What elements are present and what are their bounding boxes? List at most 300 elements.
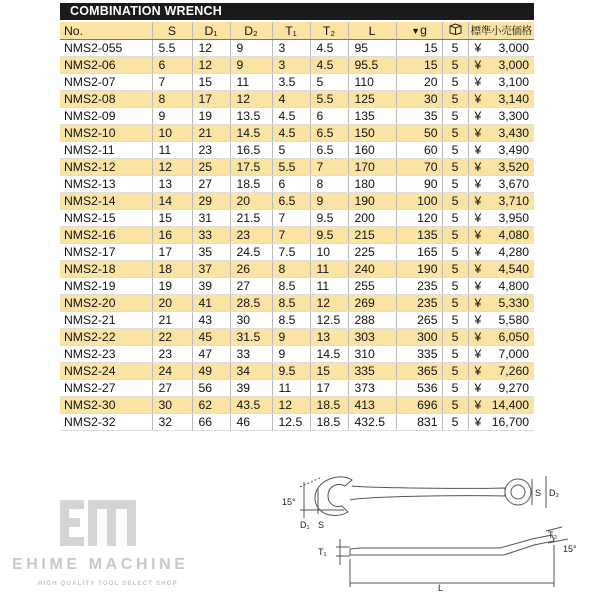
cell-price (468, 210, 534, 227)
cell-price (468, 329, 534, 346)
wrench-shank (350, 486, 505, 500)
table-row (60, 142, 534, 159)
diagram-d1-label: D₁ (300, 520, 310, 530)
cell-pack: 5 (442, 176, 468, 193)
table-title: COMBINATION WRENCH (60, 3, 534, 20)
table-row (60, 108, 534, 125)
yen-sign: ¥ (474, 58, 482, 72)
cell-price (468, 142, 534, 159)
cell-g: 696 (396, 397, 442, 414)
price-amount: 3,140 (498, 92, 529, 106)
cell-l: 180 (348, 176, 396, 193)
cell-t2: 4.5 (310, 57, 348, 74)
side-profile (350, 535, 554, 555)
price-amount: 4,280 (498, 245, 529, 259)
wrench-side-view-diagram (300, 525, 590, 600)
cell-no: NMS2-10 (60, 125, 152, 142)
cell-l: 160 (348, 142, 396, 159)
cell-d1: 39 (192, 278, 230, 295)
cell-g: 831 (396, 414, 442, 431)
yen-sign: ¥ (474, 126, 482, 140)
cell-s: 8 (152, 91, 192, 108)
cell-pack: 5 (442, 40, 468, 57)
cell-d2: 26 (230, 261, 272, 278)
cell-pack: 5 (442, 346, 468, 363)
cell-t2: 10 (310, 244, 348, 261)
yen-sign: ¥ (474, 41, 482, 55)
cell-s: 19 (152, 278, 192, 295)
yen-sign: ¥ (474, 279, 482, 293)
cell-no: NMS2-15 (60, 210, 152, 227)
table-row (60, 397, 534, 414)
cell-t1: 8.5 (272, 295, 310, 312)
diagram-angle-side-label: 15° (563, 544, 577, 554)
cell-no: NMS2-055 (60, 40, 152, 57)
cell-pack: 5 (442, 227, 468, 244)
header-d1: D₁ (192, 22, 230, 40)
cell-d1: 33 (192, 227, 230, 244)
cell-l: 225 (348, 244, 396, 261)
cell-d1: 12 (192, 57, 230, 74)
header-price: 標準小売価格 (468, 22, 534, 40)
cell-d2: 28.5 (230, 295, 272, 312)
cell-s: 20 (152, 295, 192, 312)
diagram-t1-label: T₁ (318, 547, 327, 557)
cell-g: 235 (396, 278, 442, 295)
cell-no: NMS2-16 (60, 227, 152, 244)
cell-t1: 4 (272, 91, 310, 108)
cell-d1: 12 (192, 40, 230, 57)
cell-d1: 43 (192, 312, 230, 329)
table-row (60, 57, 534, 74)
cell-l: 190 (348, 193, 396, 210)
cell-g: 536 (396, 380, 442, 397)
cell-s: 27 (152, 380, 192, 397)
cell-price (468, 159, 534, 176)
cell-d1: 25 (192, 159, 230, 176)
price-amount: 3,100 (498, 75, 529, 89)
cell-pack: 5 (442, 278, 468, 295)
cell-d1: 49 (192, 363, 230, 380)
cell-no: NMS2-23 (60, 346, 152, 363)
yen-sign: ¥ (474, 228, 482, 242)
wrench-top-view-diagram (270, 462, 570, 532)
cell-t2: 6.5 (310, 142, 348, 159)
cell-d2: 46 (230, 414, 272, 431)
cell-price (468, 125, 534, 142)
header-t2: T₂ (310, 22, 348, 40)
cell-t1: 6 (272, 176, 310, 193)
cell-d1: 31 (192, 210, 230, 227)
cell-d2: 13.5 (230, 108, 272, 125)
brand-tagline: HIGH QUALITY TOOL SELECT SHOP (38, 581, 178, 587)
header-package (442, 22, 468, 40)
cell-g: 15 (396, 40, 442, 57)
cell-d2: 9 (230, 57, 272, 74)
cell-t1: 3.5 (272, 74, 310, 91)
ring-end-outer (505, 479, 531, 505)
header-s: S (152, 22, 192, 40)
price-amount: 4,540 (498, 262, 529, 276)
table-row (60, 414, 534, 431)
table-row (60, 278, 534, 295)
table-row (60, 193, 534, 210)
table-row (60, 176, 534, 193)
yen-sign: ¥ (474, 211, 482, 225)
cell-no: NMS2-24 (60, 363, 152, 380)
cell-pack: 5 (442, 363, 468, 380)
cell-d2: 27 (230, 278, 272, 295)
cell-d1: 29 (192, 193, 230, 210)
cell-price (468, 40, 534, 57)
cell-pack: 5 (442, 159, 468, 176)
cell-pack: 5 (442, 57, 468, 74)
cell-t1: 7.5 (272, 244, 310, 261)
table-header-row (60, 22, 534, 40)
cell-d1: 19 (192, 108, 230, 125)
cell-t1: 12 (272, 397, 310, 414)
table-row (60, 227, 534, 244)
cell-price (468, 261, 534, 278)
cell-no: NMS2-30 (60, 397, 152, 414)
price-amount: 3,000 (498, 58, 529, 72)
cell-g: 190 (396, 261, 442, 278)
diagram-l-label: L (438, 583, 444, 593)
cell-pack: 5 (442, 414, 468, 431)
package-icon (449, 23, 462, 35)
cell-g: 30 (396, 91, 442, 108)
cell-t1: 12.5 (272, 414, 310, 431)
cell-s: 11 (152, 142, 192, 159)
cell-s: 9 (152, 108, 192, 125)
cell-d1: 35 (192, 244, 230, 261)
price-amount: 9,270 (498, 381, 529, 395)
cell-pack: 5 (442, 210, 468, 227)
yen-sign: ¥ (474, 364, 482, 378)
cell-g: 15 (396, 57, 442, 74)
cell-s: 30 (152, 397, 192, 414)
cell-t2: 11 (310, 261, 348, 278)
cell-no: NMS2-27 (60, 380, 152, 397)
cell-pack: 5 (442, 312, 468, 329)
price-amount: 3,300 (498, 109, 529, 123)
cell-d2: 31.5 (230, 329, 272, 346)
yen-sign: ¥ (474, 330, 482, 344)
cell-s: 32 (152, 414, 192, 431)
cell-s: 18 (152, 261, 192, 278)
cell-d2: 17.5 (230, 159, 272, 176)
cell-l: 288 (348, 312, 396, 329)
cell-no: NMS2-18 (60, 261, 152, 278)
table-row (60, 346, 534, 363)
cell-no: NMS2-11 (60, 142, 152, 159)
cell-s: 15 (152, 210, 192, 227)
cell-s: 17 (152, 244, 192, 261)
cell-no: NMS2-20 (60, 295, 152, 312)
cell-s: 12 (152, 159, 192, 176)
cell-no: NMS2-06 (60, 57, 152, 74)
cell-l: 240 (348, 261, 396, 278)
cell-t2: 7 (310, 159, 348, 176)
cell-s: 6 (152, 57, 192, 74)
yen-sign: ¥ (474, 109, 482, 123)
cell-pack: 5 (442, 142, 468, 159)
cell-l: 255 (348, 278, 396, 295)
cell-t1: 9 (272, 329, 310, 346)
cell-d2: 11 (230, 74, 272, 91)
cell-d2: 33 (230, 346, 272, 363)
cell-g: 235 (396, 295, 442, 312)
price-amount: 4,080 (498, 228, 529, 242)
cell-pack: 5 (442, 74, 468, 91)
price-amount: 3,670 (498, 177, 529, 191)
yen-sign: ¥ (474, 262, 482, 276)
cell-s: 14 (152, 193, 192, 210)
cell-g: 50 (396, 125, 442, 142)
price-amount: 16,700 (491, 415, 529, 429)
cell-pack: 5 (442, 244, 468, 261)
cell-t1: 7 (272, 210, 310, 227)
cell-t1: 7 (272, 227, 310, 244)
cell-d1: 41 (192, 295, 230, 312)
cell-t2: 14.5 (310, 346, 348, 363)
cell-d1: 27 (192, 176, 230, 193)
cell-d1: 15 (192, 74, 230, 91)
cell-no: NMS2-08 (60, 91, 152, 108)
price-amount: 6,050 (498, 330, 529, 344)
cell-l: 432.5 (348, 414, 396, 431)
cell-price (468, 74, 534, 91)
cell-l: 135 (348, 108, 396, 125)
cell-price (468, 176, 534, 193)
price-amount: 5,580 (498, 313, 529, 327)
cell-t1: 9.5 (272, 363, 310, 380)
yen-sign: ¥ (474, 296, 482, 310)
cell-t2: 13 (310, 329, 348, 346)
cell-pack: 5 (442, 108, 468, 125)
cell-d1: 62 (192, 397, 230, 414)
cell-l: 373 (348, 380, 396, 397)
cell-no: NMS2-32 (60, 414, 152, 431)
cell-s: 5.5 (152, 40, 192, 57)
price-amount: 3,520 (498, 160, 529, 174)
cell-d1: 21 (192, 125, 230, 142)
cell-t1: 6.5 (272, 193, 310, 210)
cell-l: 413 (348, 397, 396, 414)
cell-t1: 4.5 (272, 125, 310, 142)
cell-t1: 4.5 (272, 108, 310, 125)
cell-g: 100 (396, 193, 442, 210)
cell-d2: 9 (230, 40, 272, 57)
cell-t2: 12.5 (310, 312, 348, 329)
cell-t2: 9.5 (310, 227, 348, 244)
diagram-s-label-right: S (535, 488, 542, 498)
cell-no: NMS2-21 (60, 312, 152, 329)
cell-t2: 8 (310, 176, 348, 193)
diagram-d2-label: D₂ (549, 488, 559, 498)
cell-g: 335 (396, 346, 442, 363)
table-row (60, 91, 534, 108)
cell-pack: 5 (442, 295, 468, 312)
cell-s: 22 (152, 329, 192, 346)
cell-l: 95 (348, 40, 396, 57)
cell-pack: 5 (442, 329, 468, 346)
cell-g: 300 (396, 329, 442, 346)
cell-price (468, 346, 534, 363)
cell-d2: 20 (230, 193, 272, 210)
cell-t1: 9 (272, 346, 310, 363)
cell-price (468, 244, 534, 261)
cell-l: 170 (348, 159, 396, 176)
cell-no: NMS2-22 (60, 329, 152, 346)
price-amount: 7,000 (498, 347, 529, 361)
yen-sign: ¥ (474, 177, 482, 191)
cell-price (468, 380, 534, 397)
cell-t2: 9 (310, 193, 348, 210)
header-t1: T₁ (272, 22, 310, 40)
cell-price (468, 363, 534, 380)
cell-d1: 37 (192, 261, 230, 278)
cell-pack: 5 (442, 261, 468, 278)
header-weight-label: g (420, 23, 427, 37)
price-amount: 3,950 (498, 211, 529, 225)
cell-d2: 16.5 (230, 142, 272, 159)
cell-no: NMS2-12 (60, 159, 152, 176)
cell-price (468, 278, 534, 295)
table-row (60, 74, 534, 91)
cell-no: NMS2-13 (60, 176, 152, 193)
yen-sign: ¥ (474, 398, 482, 412)
cell-d1: 56 (192, 380, 230, 397)
cell-l: 310 (348, 346, 396, 363)
cell-g: 70 (396, 159, 442, 176)
brand-logo (58, 498, 138, 548)
cell-d2: 43.5 (230, 397, 272, 414)
yen-sign: ¥ (474, 143, 482, 157)
table-row (60, 159, 534, 176)
yen-sign: ¥ (474, 415, 482, 429)
cell-t1: 5 (272, 142, 310, 159)
cell-t1: 5.5 (272, 159, 310, 176)
cell-price (468, 414, 534, 431)
price-amount: 14,400 (491, 398, 529, 412)
yen-sign: ¥ (474, 381, 482, 395)
cell-s: 21 (152, 312, 192, 329)
spec-table (60, 22, 534, 431)
price-amount: 3,490 (498, 143, 529, 157)
table-row (60, 40, 534, 57)
yen-sign: ¥ (474, 347, 482, 361)
cell-t1: 11 (272, 380, 310, 397)
cell-pack: 5 (442, 193, 468, 210)
cell-no: NMS2-07 (60, 74, 152, 91)
cell-l: 95.5 (348, 57, 396, 74)
cell-d2: 24.5 (230, 244, 272, 261)
cell-t2: 12 (310, 295, 348, 312)
cell-d2: 18.5 (230, 176, 272, 193)
cell-d2: 39 (230, 380, 272, 397)
cell-g: 365 (396, 363, 442, 380)
table-row (60, 261, 534, 278)
cell-price (468, 397, 534, 414)
cell-g: 265 (396, 312, 442, 329)
ring-end-inner (511, 485, 525, 499)
cell-s: 24 (152, 363, 192, 380)
cell-t2: 6.5 (310, 125, 348, 142)
cell-d2: 14.5 (230, 125, 272, 142)
cell-g: 120 (396, 210, 442, 227)
cell-no: NMS2-14 (60, 193, 152, 210)
cell-g: 165 (396, 244, 442, 261)
yen-sign: ¥ (474, 75, 482, 89)
cell-pack: 5 (442, 380, 468, 397)
yen-sign: ¥ (474, 245, 482, 259)
cell-t1: 3 (272, 40, 310, 57)
cell-price (468, 295, 534, 312)
cell-l: 335 (348, 363, 396, 380)
cell-l: 110 (348, 74, 396, 91)
cell-t2: 17 (310, 380, 348, 397)
price-amount: 3,710 (498, 194, 529, 208)
cell-no: NMS2-17 (60, 244, 152, 261)
table-row (60, 380, 534, 397)
price-amount: 3,000 (498, 41, 529, 55)
cell-price (468, 91, 534, 108)
cell-l: 150 (348, 125, 396, 142)
table-row (60, 210, 534, 227)
cell-t1: 8 (272, 261, 310, 278)
table-row (60, 312, 534, 329)
cell-d1: 17 (192, 91, 230, 108)
cell-pack: 5 (442, 91, 468, 108)
cell-price (468, 108, 534, 125)
table-row (60, 244, 534, 261)
header-no: No. (60, 22, 152, 40)
cell-d2: 12 (230, 91, 272, 108)
cell-t2: 18.5 (310, 397, 348, 414)
cell-t2: 15 (310, 363, 348, 380)
cell-price (468, 227, 534, 244)
cell-t2: 11 (310, 278, 348, 295)
cell-l: 269 (348, 295, 396, 312)
diagram-angle-top-label: 15° (282, 497, 296, 507)
table-row (60, 329, 534, 346)
cell-t2: 18.5 (310, 414, 348, 431)
cell-g: 90 (396, 176, 442, 193)
brand-name: EHIME MACHINE (12, 556, 189, 573)
yen-sign: ¥ (474, 92, 482, 106)
cell-s: 10 (152, 125, 192, 142)
yen-sign: ¥ (474, 160, 482, 174)
table-row (60, 125, 534, 142)
price-amount: 3,430 (498, 126, 529, 140)
cell-g: 135 (396, 227, 442, 244)
cell-t2: 5 (310, 74, 348, 91)
cell-pack: 5 (442, 397, 468, 414)
cell-d2: 21.5 (230, 210, 272, 227)
cell-d2: 34 (230, 363, 272, 380)
cell-s: 7 (152, 74, 192, 91)
cell-g: 35 (396, 108, 442, 125)
diagram-s-label-left: S (318, 520, 325, 530)
price-amount: 7,260 (498, 364, 529, 378)
cell-t2: 5.5 (310, 91, 348, 108)
cell-price (468, 312, 534, 329)
cell-g: 60 (396, 142, 442, 159)
cell-g: 20 (396, 74, 442, 91)
cell-d2: 23 (230, 227, 272, 244)
yen-sign: ¥ (474, 313, 482, 327)
